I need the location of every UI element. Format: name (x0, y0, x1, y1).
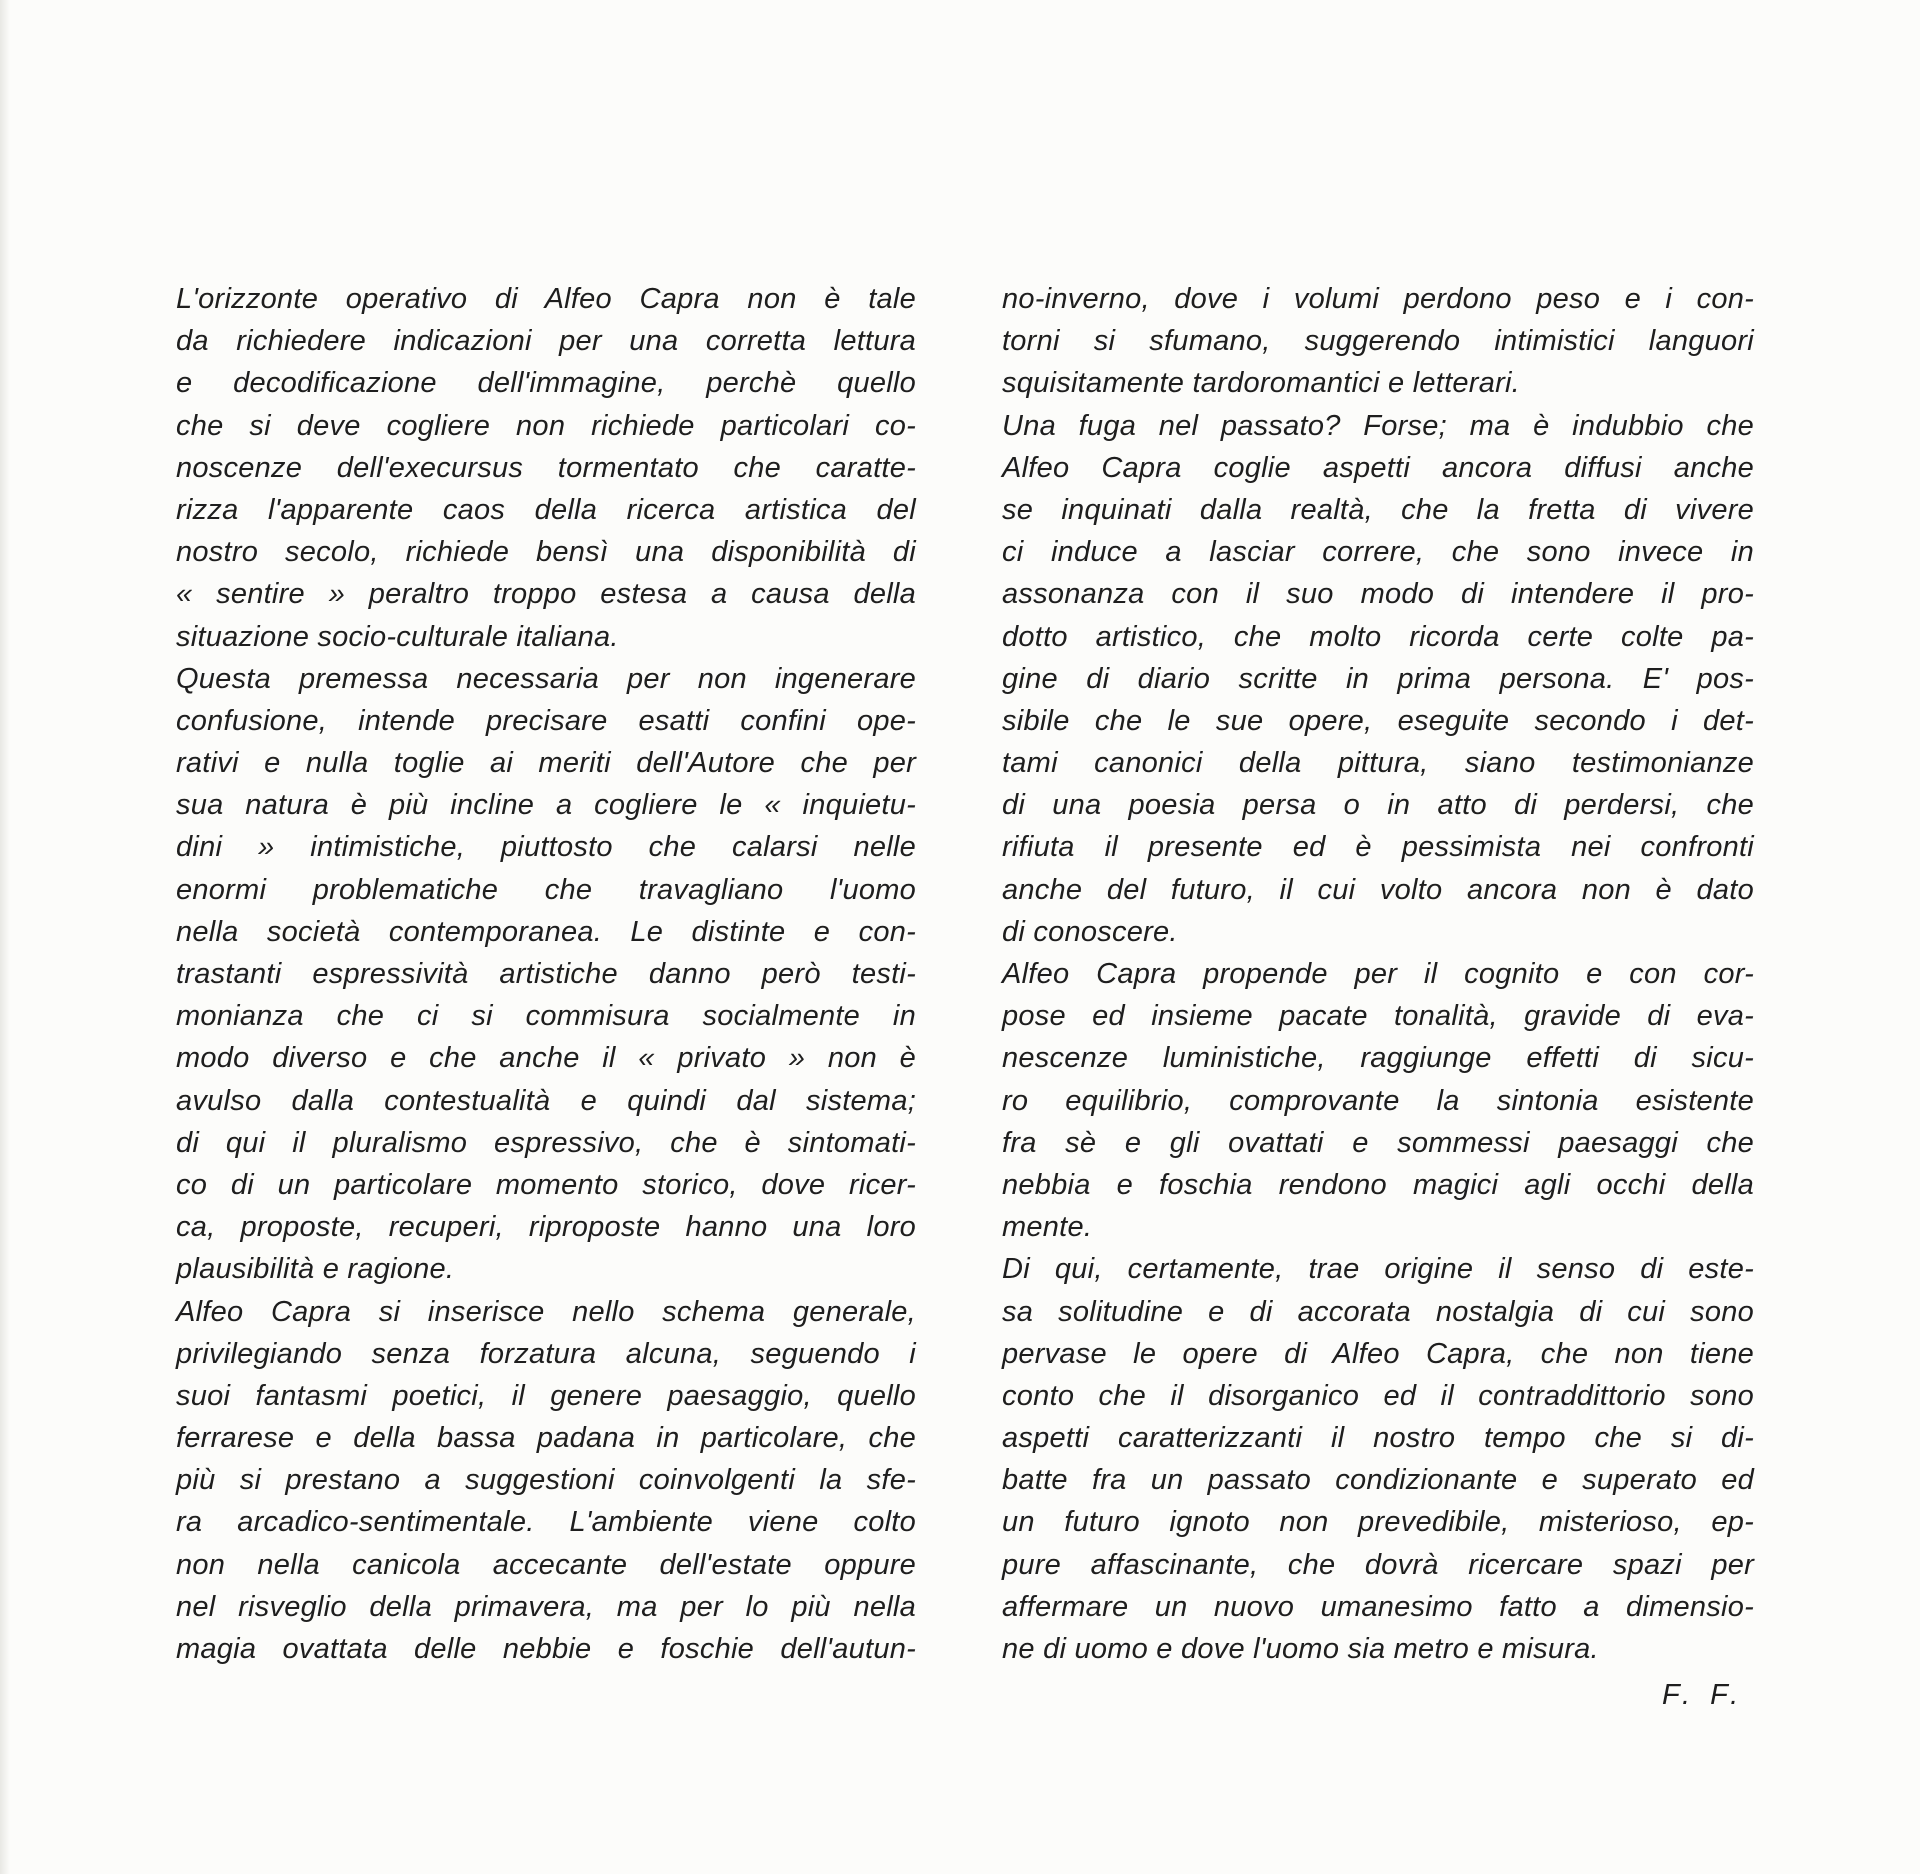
text-line: Questa premessa necessaria per non ingenerare (176, 662, 916, 695)
text-line: da richiedere indicazioni per una corretta lettura (176, 325, 916, 358)
text-line: di una poesia persa o in atto di perdersi, che (1002, 789, 1754, 822)
text-line: nel risveglio della primavera, ma per lo più nella (176, 1590, 916, 1623)
text-line: L'orizzonte operativo di Alfeo Capra non è tale (176, 283, 916, 315)
text-line: pervase le opere di Alfeo Capra, che non tiene (1002, 1337, 1754, 1370)
text-line: di qui il pluralismo espressivo, che è sintomati- (176, 1126, 916, 1159)
text-line: rifiuta il presente ed è pessimista nei confronti (1002, 831, 1754, 864)
text-line: trastanti espressività artistiche danno però testi- (176, 958, 916, 990)
text-line: « sentire » peraltro troppo estesa a causa della (176, 578, 916, 611)
text-line: ra arcadico-sentimentale. L'ambiente viene colto (176, 1506, 916, 1539)
text-line: anche del futuro, il cui volto ancora non è dato (1002, 873, 1754, 906)
text-line: assonanza con il suo modo di intendere il pro- (1002, 578, 1754, 611)
text-line: Di qui, certamente, trae origine il senso di este- (1002, 1253, 1754, 1286)
text-line: batte fra un passato condizionante e superato ed (1002, 1464, 1754, 1497)
text-line: un futuro ignoto non prevedibile, misterioso, ep- (1002, 1506, 1754, 1539)
text-line: più si prestano a suggestioni coinvolgenti la sfe- (176, 1464, 916, 1497)
text-line: ferrarese e della bassa padana in particolare, che (176, 1422, 916, 1455)
right-text-column (1002, 278, 1754, 1670)
text-line: enormi problematiche che travagliano l'uomo (176, 873, 916, 906)
text-line: Una fuga nel passato? Forse; ma è indubbio che (1002, 409, 1754, 442)
text-line: torni si sfumano, suggerendo intimistici languori (1002, 325, 1754, 358)
text-line: noscenze dell'execursus tormentato che caratte- (176, 451, 916, 484)
text-line: privilegiando senza forzatura alcuna, seguendo i (176, 1337, 916, 1370)
text-line: ro equilibrio, comprovante la sintonia esistente (1002, 1084, 1754, 1117)
text-line: sibile che le sue opere, eseguite secondo i det- (1002, 704, 1754, 737)
text-line: avulso dalla contestualità e quindi dal sistema; (176, 1084, 916, 1117)
text-line: sa solitudine e di accorata nostalgia di cui sono (1002, 1295, 1754, 1328)
text-line: rizza l'apparente caos della ricerca artistica del (176, 493, 916, 526)
text-line: nebbia e foschia rendono magici agli occhi della (1002, 1168, 1754, 1201)
text-line: non nella canicola accecante dell'estate oppure (176, 1548, 916, 1581)
text-line: e decodificazione dell'immagine, perchè quello (176, 367, 916, 400)
text-line: Alfeo Capra propende per il cognito e con cor- (1002, 958, 1754, 990)
text-line: plausibilità e ragione. (176, 1253, 455, 1286)
text-line: suoi fantasmi poetici, il genere paesaggio, quello (176, 1379, 916, 1412)
text-line: rativi e nulla toglie ai meriti dell'Autore che per (176, 747, 916, 780)
text-line: affermare un nuovo umanesimo fatto a dimensio- (1002, 1590, 1754, 1623)
text-line: conto che il disorganico ed il contraddittorio sono (1002, 1379, 1754, 1412)
text-line: situazione socio-culturale italiana. (176, 620, 619, 653)
text-line: pure affascinante, che dovrà ricercare spazi per (1002, 1548, 1754, 1581)
text-line: nescenze luministiche, raggiunge effetti di sicu- (1002, 1042, 1754, 1075)
text-line: fra sè e gli ovattati e sommessi paesaggi che (1002, 1126, 1754, 1159)
text-line: co di un particolare momento storico, dove ricer- (176, 1168, 916, 1201)
text-line: ci induce a lasciar correre, che sono invece in (1002, 536, 1754, 569)
text-line: squisitamente tardoromantici e letterari. (1002, 367, 1520, 400)
text-line: tami canonici della pittura, siano testimonianze (1002, 747, 1754, 780)
text-line: gine di diario scritte in prima persona. E' pos- (1002, 662, 1754, 695)
text-line: aspetti caratterizzanti il nostro tempo che si di- (1002, 1422, 1754, 1455)
text-line: sua natura è più incline a cogliere le « inquietu- (176, 789, 916, 822)
text-line: ne di uomo e dove l'uomo sia metro e misura. (1002, 1633, 1599, 1665)
text-line: pose ed insieme pacate tonalità, gravide di eva- (1002, 1000, 1754, 1033)
text-line: confusione, intende precisare esatti confini ope- (176, 704, 916, 737)
text-line: di conoscere. (1002, 915, 1178, 948)
author-initials: F. F. (1662, 1679, 1745, 1711)
text-line: dini » intimistiche, piuttosto che calarsi nelle (176, 831, 916, 864)
text-line: nella società contemporanea. Le distinte e con- (176, 915, 916, 948)
text-line: dotto artistico, che molto ricorda certe colte pa- (1002, 620, 1754, 653)
page-edge (0, 0, 10, 1874)
text-line: se inquinati dalla realtà, che la fretta di vivere (1002, 493, 1754, 526)
text-line: modo diverso e che anche il « privato » non è (176, 1042, 916, 1075)
text-line: Alfeo Capra coglie aspetti ancora diffusi anche (1002, 451, 1754, 484)
text-line: Alfeo Capra si inserisce nello schema generale, (176, 1295, 916, 1328)
text-line: nostro secolo, richiede bensì una disponibilità di (176, 536, 916, 569)
text-line: che si deve cogliere non richiede particolari co- (176, 409, 916, 442)
text-line: mente. (1002, 1211, 1093, 1244)
text-line: ca, proposte, recuperi, riproposte hanno una loro (176, 1211, 916, 1244)
text-line: magia ovattata delle nebbie e foschie dell'autun- (176, 1633, 916, 1665)
text-line: no-inverno, dove i volumi perdono peso e i con- (1002, 283, 1754, 315)
left-text-column (176, 278, 916, 1670)
text-line: monianza che ci si commisura socialmente in (176, 1000, 916, 1033)
